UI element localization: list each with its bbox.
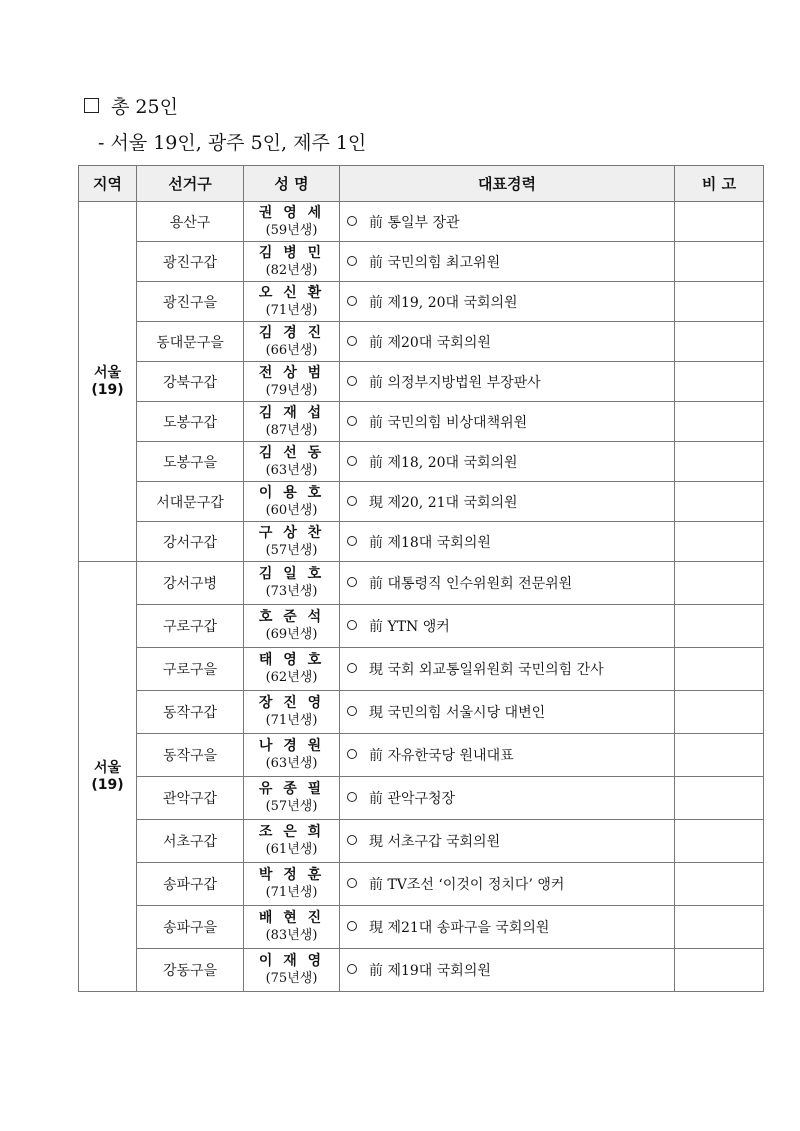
birth-year: (79년생)	[265, 382, 318, 398]
candidate-name: 권 영 세	[258, 204, 325, 221]
circle-bullet-icon	[347, 456, 357, 466]
circle-bullet-icon	[347, 835, 357, 845]
career-cell	[340, 322, 675, 362]
career-cell	[340, 242, 675, 282]
checkbox-square-icon	[84, 98, 99, 113]
note-cell	[675, 863, 764, 906]
district-cell: 송파구갑	[137, 863, 244, 906]
circle-bullet-icon	[347, 376, 357, 386]
candidate-name: 김 경 진	[258, 324, 325, 341]
career-cell	[340, 949, 675, 992]
circle-bullet-icon	[347, 496, 357, 506]
career-cell	[340, 734, 675, 777]
career-text: 제20대 국회의원	[387, 334, 491, 351]
table-row	[79, 482, 764, 522]
note-cell	[675, 648, 764, 691]
birth-year: (66년생)	[265, 342, 318, 358]
section-subheading: - 서울 19인, 광주 5인, 제주 1인	[98, 132, 367, 154]
career-cell	[340, 605, 675, 648]
table-row	[79, 777, 764, 820]
note-cell	[675, 242, 764, 282]
career-prefix: 現	[369, 494, 383, 511]
circle-bullet-icon	[347, 256, 357, 266]
note-cell	[675, 906, 764, 949]
note-cell	[675, 362, 764, 402]
career-prefix: 前	[369, 748, 383, 764]
note-cell	[675, 562, 764, 605]
district-cell: 구로구을	[137, 648, 244, 691]
region-count: (19)	[91, 776, 124, 793]
name-cell	[244, 949, 340, 992]
name-cell	[244, 362, 340, 402]
career-cell	[340, 202, 675, 242]
district-cell: 강동구을	[137, 949, 244, 992]
note-cell	[675, 820, 764, 863]
note-cell	[675, 777, 764, 820]
career-prefix: 前	[369, 294, 383, 311]
district-cell: 송파구을	[137, 906, 244, 949]
table-row	[79, 906, 764, 949]
career-text: 국민의힘 비상대책위원	[387, 414, 528, 431]
career-prefix: 前	[369, 791, 383, 807]
circle-bullet-icon	[347, 336, 357, 346]
circle-bullet-icon	[347, 749, 357, 759]
name-cell	[244, 202, 340, 242]
career-cell	[340, 402, 675, 442]
birth-year: (71년생)	[265, 885, 318, 900]
name-cell	[244, 863, 340, 906]
district-cell: 광진구갑	[137, 242, 244, 282]
table-row	[79, 442, 764, 482]
career-text: 서초구갑 국회의원	[387, 834, 501, 850]
career-text: 제18대 국회의원	[387, 534, 491, 551]
circle-bullet-icon	[347, 296, 357, 306]
career-text: YTN 앵커	[387, 619, 450, 635]
region-count: (19)	[91, 381, 124, 398]
district-cell: 동작구을	[137, 734, 244, 777]
career-prefix: 現	[369, 662, 383, 678]
note-cell	[675, 522, 764, 562]
name-cell	[244, 522, 340, 562]
career-prefix: 前	[369, 414, 383, 431]
candidate-name: 배 현 진	[258, 910, 325, 926]
birth-year: (73년생)	[265, 584, 318, 599]
career-prefix: 現	[369, 834, 383, 850]
candidate-name: 이 재 영	[258, 953, 325, 969]
career-prefix: 前	[369, 454, 383, 471]
note-cell	[675, 202, 764, 242]
birth-year: (61년생)	[265, 842, 318, 857]
district-cell: 서초구갑	[137, 820, 244, 863]
name-cell	[244, 906, 340, 949]
career-cell	[340, 282, 675, 322]
candidate-name: 태 영 호	[258, 652, 325, 668]
career-prefix: 前	[369, 963, 383, 979]
career-prefix: 前	[369, 374, 383, 391]
district-cell: 강서구갑	[137, 522, 244, 562]
table-row	[79, 242, 764, 282]
district-cell: 강북구갑	[137, 362, 244, 402]
career-text: TV조선 ‘이것이 정치다’ 앵커	[387, 877, 565, 893]
birth-year: (59년생)	[265, 222, 318, 238]
candidate-name: 김 병 민	[258, 244, 325, 261]
career-text: 의정부지방법원 부장판사	[387, 374, 541, 391]
career-text: 제20, 21대 국회의원	[387, 494, 518, 511]
career-cell	[340, 442, 675, 482]
career-prefix: 前	[369, 877, 383, 893]
column-header-career: 대표경력	[340, 166, 675, 202]
birth-year: (87년생)	[265, 422, 318, 438]
birth-year: (71년생)	[265, 713, 318, 728]
candidate-name: 호 준 석	[258, 609, 325, 625]
candidate-name: 조 은 희	[258, 824, 325, 840]
table-row	[79, 282, 764, 322]
candidate-name: 박 정 훈	[258, 867, 325, 883]
district-cell: 구로구갑	[137, 605, 244, 648]
birth-year: (60년생)	[265, 502, 318, 518]
career-cell	[340, 362, 675, 402]
section-heading	[84, 92, 178, 119]
birth-year: (71년생)	[265, 302, 318, 318]
career-prefix: 前	[369, 534, 383, 551]
district-cell: 강서구병	[137, 562, 244, 605]
column-header-name: 성 명	[244, 166, 340, 202]
table-row	[79, 734, 764, 777]
career-cell	[340, 777, 675, 820]
table-row	[79, 322, 764, 362]
circle-bullet-icon	[347, 416, 357, 426]
district-cell: 동대문구을	[137, 322, 244, 362]
birth-year: (57년생)	[265, 799, 318, 814]
candidate-name: 전 상 범	[258, 364, 325, 381]
table-row	[79, 820, 764, 863]
district-cell: 용산구	[137, 202, 244, 242]
note-cell	[675, 282, 764, 322]
candidate-name: 장 진 영	[258, 695, 325, 711]
table-row	[79, 863, 764, 906]
candidate-name: 김 일 호	[258, 566, 325, 582]
career-text: 제21대 송파구을 국회의원	[387, 920, 550, 936]
candidate-name: 김 재 섭	[258, 404, 325, 421]
career-cell	[340, 562, 675, 605]
career-cell	[340, 522, 675, 562]
name-cell	[244, 322, 340, 362]
name-cell	[244, 605, 340, 648]
birth-year: (62년생)	[265, 670, 318, 685]
circle-bullet-icon	[347, 878, 357, 888]
candidate-table	[78, 165, 764, 992]
career-text: 국회 외교통일위원회 국민의힘 간사	[387, 662, 604, 678]
name-cell	[244, 562, 340, 605]
birth-year: (82년생)	[265, 262, 318, 278]
district-cell: 광진구을	[137, 282, 244, 322]
candidate-name: 유 종 필	[258, 781, 325, 797]
birth-year: (69년생)	[265, 627, 318, 642]
name-cell	[244, 282, 340, 322]
district-cell: 동작구갑	[137, 691, 244, 734]
circle-bullet-icon	[347, 792, 357, 802]
career-cell	[340, 820, 675, 863]
district-cell: 도봉구갑	[137, 402, 244, 442]
circle-bullet-icon	[347, 577, 357, 587]
career-cell	[340, 648, 675, 691]
name-cell	[244, 402, 340, 442]
circle-bullet-icon	[347, 706, 357, 716]
career-prefix: 前	[369, 619, 383, 635]
table-row	[79, 562, 764, 605]
candidate-name: 오 신 환	[258, 284, 325, 301]
name-cell	[244, 482, 340, 522]
column-header-district: 선거구	[137, 166, 244, 202]
region-cell	[79, 202, 137, 562]
table-row	[79, 949, 764, 992]
note-cell	[675, 605, 764, 648]
note-cell	[675, 949, 764, 992]
career-cell	[340, 863, 675, 906]
career-prefix: 現	[369, 920, 383, 936]
heading-text: 총 25인	[111, 96, 178, 118]
district-cell: 관악구갑	[137, 777, 244, 820]
table-row	[79, 362, 764, 402]
table-header-row	[79, 166, 764, 202]
column-header-region: 지역	[79, 166, 137, 202]
note-cell	[675, 322, 764, 362]
name-cell	[244, 648, 340, 691]
note-cell	[675, 442, 764, 482]
career-prefix: 前	[369, 334, 383, 351]
career-text: 대통령직 인수위원회 전문위원	[387, 576, 573, 592]
career-prefix: 前	[369, 214, 383, 231]
career-prefix: 前	[369, 254, 383, 271]
name-cell	[244, 820, 340, 863]
career-prefix: 前	[369, 576, 383, 592]
career-cell	[340, 691, 675, 734]
career-text: 자유한국당 원내대표	[387, 748, 514, 764]
note-cell	[675, 482, 764, 522]
circle-bullet-icon	[347, 964, 357, 974]
career-cell	[340, 906, 675, 949]
career-text: 관악구청장	[387, 791, 456, 807]
career-text: 제19, 20대 국회의원	[387, 294, 518, 311]
career-text: 통일부 장관	[387, 214, 460, 231]
note-cell	[675, 402, 764, 442]
birth-year: (63년생)	[265, 462, 318, 478]
district-cell: 도봉구을	[137, 442, 244, 482]
career-text: 국민의힘 서울시당 대변인	[387, 705, 546, 721]
district-cell: 서대문구갑	[137, 482, 244, 522]
circle-bullet-icon	[347, 620, 357, 630]
name-cell	[244, 734, 340, 777]
table-row	[79, 522, 764, 562]
birth-year: (63년생)	[265, 756, 318, 771]
candidate-name: 나 경 원	[258, 738, 325, 754]
column-header-note: 비 고	[675, 166, 764, 202]
circle-bullet-icon	[347, 921, 357, 931]
circle-bullet-icon	[347, 536, 357, 546]
circle-bullet-icon	[347, 663, 357, 673]
region-name: 서울	[93, 364, 122, 381]
name-cell	[244, 691, 340, 734]
career-text: 제18, 20대 국회의원	[387, 454, 518, 471]
career-prefix: 現	[369, 705, 383, 721]
name-cell	[244, 442, 340, 482]
region-name: 서울	[93, 759, 122, 776]
career-text: 제19대 국회의원	[387, 963, 491, 979]
table-row	[79, 402, 764, 442]
career-cell	[340, 482, 675, 522]
table-row	[79, 202, 764, 242]
career-text: 국민의힘 최고위원	[387, 254, 501, 271]
name-cell	[244, 242, 340, 282]
note-cell	[675, 691, 764, 734]
birth-year: (83년생)	[265, 928, 318, 943]
table-row	[79, 648, 764, 691]
circle-bullet-icon	[347, 216, 357, 226]
region-cell	[79, 562, 137, 992]
birth-year: (57년생)	[265, 542, 318, 558]
birth-year: (75년생)	[265, 971, 318, 986]
note-cell	[675, 734, 764, 777]
candidate-name: 구 상 찬	[258, 524, 325, 541]
table-row	[79, 691, 764, 734]
candidate-name: 김 선 동	[258, 444, 325, 461]
table-row	[79, 605, 764, 648]
name-cell	[244, 777, 340, 820]
candidate-name: 이 용 호	[258, 484, 325, 501]
